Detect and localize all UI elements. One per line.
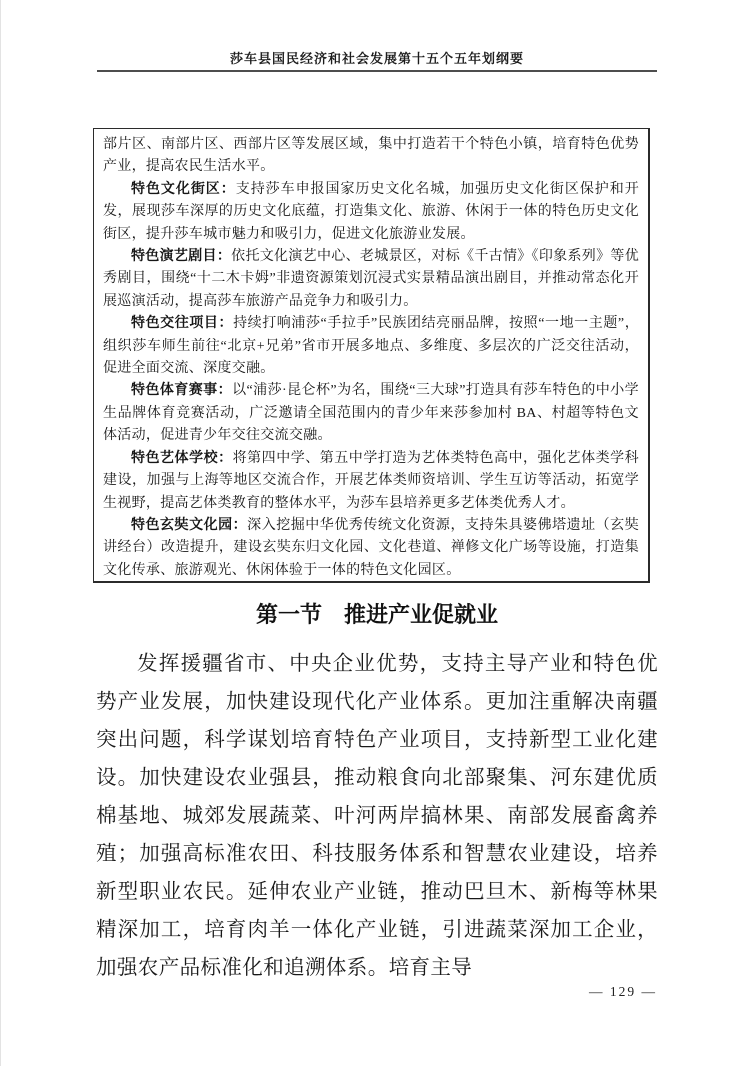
section-heading: 第一节 推进产业促就业 [255, 602, 498, 627]
box-item-paragraph [103, 179, 639, 246]
box-item-text: 以“浦莎·昆仑杯”为名，围绕“三大球”打造具有莎车特色的中小学生品牌体育竞赛活动，广泛邀请全国范围内的青少年来莎参加村 BA、村超等特色文体活动，促进青少年交往交流交融。 [103, 383, 639, 444]
box-intro-paragraph: 部片区、南部片区、西部片区等发展区域，集中打造若干个特色小镇，培育特色优势产业，提高农民生活水平。 [103, 137, 639, 175]
box-item-label: 特色玄奘文化园： [131, 517, 248, 533]
feature-projects-box [93, 128, 650, 583]
box-item-label: 特色体育赛事： [131, 383, 233, 399]
box-item-paragraph [103, 246, 639, 313]
header-rule [97, 70, 657, 72]
box-item-text: 深入挖掘中华优秀传统文化资源，支持朱具婆佛塔遗址（玄奘讲经台）改造提升，建设玄奘东归文化园、文化巷道、禅修文化广场等设施，打造集文化传承、旅游观光、休闲体验于一体的特色文化园区。 [103, 517, 639, 578]
box-item-text: 持续打响浦莎“手拉手”民族团结亮丽品牌，按照“一地一主题”，组织莎车师生前往“北京+兄弟”省市开展多地点、多维度、多层次的广泛交往活动，促进全面交流、深度交融。 [103, 316, 639, 377]
page-edge-line [0, 0, 1, 1066]
box-item-text: 支持莎车申报国家历史文化名城，加强历史文化街区保护和开发，展现莎车深厚的历史文化底蕴，打造集文化、旅游、休闲于一体的特色历史文化街区，提升莎车城市魅力和吸引力，促进文化旅游业发展。 [103, 181, 639, 242]
main-body-paragraph: 发挥援疆省市、中央企业优势，支持主导产业和特色优势产业发展，加快建设现代化产业体系。更加注重解决南疆突出问题，科学谋划培育特色产业项目，支持新型工业化建设。加快建设农业强县，推动粮食向北部聚集、河东建优质棉基地、城郊发展蔬菜、叶河两岸搞林果、南部发展畜禽养殖；加强高标准农田、科技服务体系和智慧农业建设，培养新型职业农民。延伸农业产业链，推动巴旦木、新梅等林果精深加工，培育肉羊一体化产业链，引进蔬菜深加工企业，加强农产品标准化和追溯体系。培育主导 [96, 653, 658, 979]
box-item-paragraph [103, 448, 639, 515]
box-item-paragraph [103, 380, 639, 447]
box-item-text: 依托文化演艺中心、老城景区，对标《千古情》《印象系列》等优秀剧目，围绕“十二木卡姆”非遗资源策划沉浸式实景精品演出剧目，并推动常态化开展巡演活动，提高莎车旅游产品竞争力和吸引力。 [103, 249, 639, 309]
box-item-text: 将第四中学、第五中学打造为艺体类特色高中，强化艺体类学科建设，加强与上海等地区交流合作，开展艺体类师资培训、学生互访等活动，拓宽学生视野，提高艺体类教育的整体水平，为莎车县培养更多艺体类优秀人才。 [103, 450, 639, 511]
box-item-label: 特色演艺剧目： [131, 249, 232, 265]
running-head-title: 莎车县国民经济和社会发展第十五个五年划纲要 [229, 51, 524, 66]
box-item-label: 特色艺体学校： [131, 450, 233, 466]
box-item-paragraph [103, 515, 639, 582]
page-number: — 129 — [589, 984, 657, 999]
box-item-paragraph [103, 313, 639, 380]
box-item-label: 特色交往项目： [131, 316, 234, 332]
box-item-label: 特色文化街区： [131, 181, 236, 197]
